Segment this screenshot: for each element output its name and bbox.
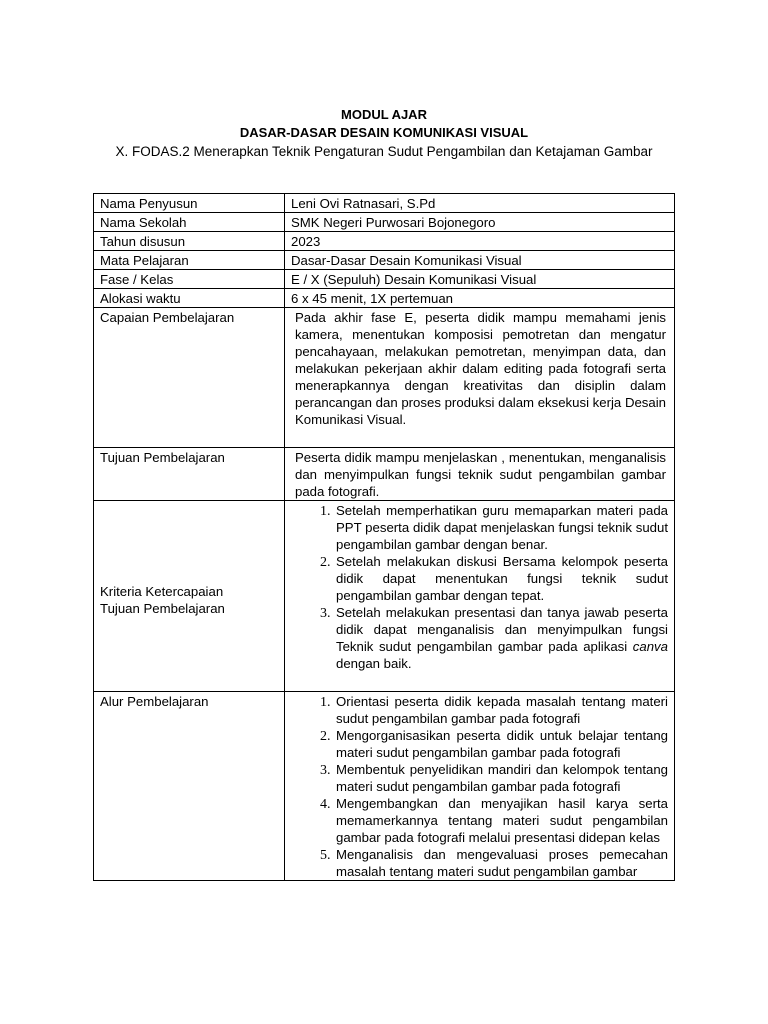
- value-tahun: 2023: [284, 232, 674, 251]
- value-fase: E / X (Sepuluh) Desain Komunikasi Visual: [284, 270, 674, 289]
- row-capaian: [94, 308, 675, 448]
- row-alokasi: [94, 289, 675, 308]
- alur-item: 5. Menganalisis dan mengevaluasi proses pemecahan masalah tentang materi sudut pengambilan gambar: [334, 846, 668, 880]
- row-tahun: [94, 232, 675, 251]
- label-sekolah: Nama Sekolah: [94, 213, 285, 232]
- value-tujuan: Peserta didik mampu menjelaskan , menentukan, menganalisis dan menyimpulkan fungsi teknik sudut pengambilan gambar pada fotografi.: [284, 448, 674, 501]
- value-capaian: Pada akhir fase E, peserta didik mampu memahami jenis kamera, menentukan komposisi pemotretan dan mengatur pencahayaan, melakukan pemotretan, menyimpan data, dan melakukan pekerjaan akhir dalam editing pada fotografi serta menerapkannya dengan kreativitas dan disiplin dalam perancangan dan proses produksi dalam eksekusi kerja Desain Komunikasi Visual.: [284, 308, 674, 448]
- label-mapel: Mata Pelajaran: [94, 251, 285, 270]
- value-mapel: Dasar-Dasar Desain Komunikasi Visual: [284, 251, 674, 270]
- alur-item: 3. Membentuk penyelidikan mandiri dan kelompok tentang materi sudut pengambilan gambar pada fotografi: [334, 761, 668, 795]
- document-topic: X. FODAS.2 Menerapkan Teknik Pengaturan Sudut Pengambilan dan Ketajaman Gambar: [115, 144, 653, 159]
- document-title: MODUL AJAR: [341, 107, 427, 122]
- kriteria-item-app: canva: [632, 639, 668, 654]
- value-sekolah: SMK Negeri Purwosari Bojonegoro: [284, 213, 674, 232]
- row-tujuan: [94, 448, 675, 501]
- alur-item: 2. Mengorganisasikan peserta didik untuk belajar tentang materi sudut pengambilan gambar pada fotografi: [334, 727, 668, 761]
- value-penyusun: Leni Ovi Ratnasari, S.Pd: [284, 194, 674, 213]
- label-tujuan: Tujuan Pembelajaran: [94, 448, 285, 501]
- kriteria-item: [334, 604, 668, 672]
- kriteria-item-text: Setelah melakukan presentasi dan tanya jawab peserta didik dapat menganalisis dan menyimpulkan fungsi Teknik sudut pengambilan gambar pada aplikasi: [335, 605, 668, 654]
- label-capaian: Capaian Pembelajaran: [94, 308, 285, 448]
- row-fase: [94, 270, 675, 289]
- label-alur: Alur Pembelajaran: [94, 692, 285, 881]
- label-kriteria-line1: Kriteria Ketercapaian: [100, 583, 224, 599]
- kriteria-item: 1. Setelah memperhatikan guru memaparkan materi pada PPT peserta didik dapat menjelaskan fungsi teknik sudut pengambilan gambar dengan benar.: [334, 502, 668, 553]
- row-mapel: [94, 251, 675, 270]
- label-fase: Fase / Kelas: [94, 270, 285, 289]
- document-subtitle: DASAR-DASAR DESAIN KOMUNIKASI VISUAL: [239, 125, 529, 140]
- kriteria-item: 2. Setelah melakukan diskusi Bersama kelompok peserta didik dapat menentukan fungsi teknik sudut pengambilan gambar dengan tepat.: [334, 553, 668, 604]
- alur-item: 1. Orientasi peserta didik kepada masalah tentang materi sudut pengambilan gambar pada fotografi: [334, 693, 668, 727]
- alur-item: 4. Mengembangkan dan menyajikan hasil karya serta memamerkannya tentang materi sudut pengambilan gambar pada fotografi melalui presentasi didepan kelas: [334, 795, 668, 846]
- label-alokasi: Alokasi waktu: [94, 289, 285, 308]
- row-penyusun: [94, 194, 675, 213]
- label-kriteria-line2: Tujuan Pembelajaran: [100, 600, 225, 616]
- kriteria-item-tail: dengan baik.: [335, 656, 412, 671]
- module-info-table: [93, 193, 675, 881]
- row-kriteria: [94, 501, 675, 692]
- label-tahun: Tahun disusun: [94, 232, 285, 251]
- row-alur: [94, 692, 675, 881]
- label-kriteria: [94, 501, 285, 692]
- value-alokasi: 6 x 45 menit, 1X pertemuan: [284, 289, 674, 308]
- kriteria-list: [291, 502, 668, 672]
- document-header: [0, 106, 768, 161]
- row-sekolah: [94, 213, 675, 232]
- value-alur: [284, 692, 674, 881]
- value-kriteria: [284, 501, 674, 692]
- label-penyusun: Nama Penyusun: [94, 194, 285, 213]
- alur-list: [291, 693, 668, 880]
